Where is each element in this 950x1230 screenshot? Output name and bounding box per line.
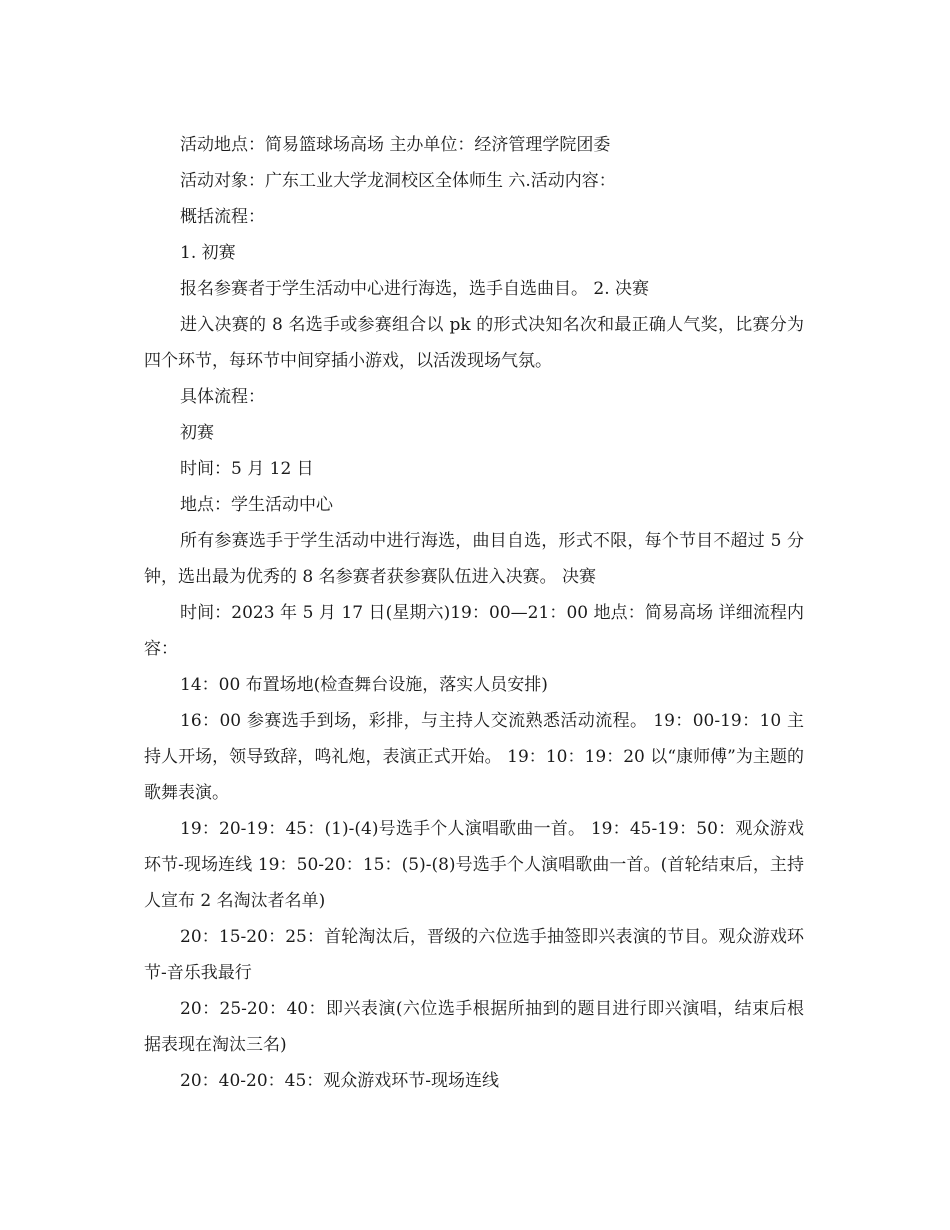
paragraph-preliminary-heading: 初赛	[180, 423, 214, 443]
paragraph-schedule-2015: 20：15-20：25：首轮淘汰后，晋级的六位选手抽签即兴表演的节目。观众游戏环节-音乐我最行	[144, 927, 804, 983]
document-body	[144, 127, 804, 1099]
paragraph-preliminary-location: 地点：学生活动中心	[180, 495, 333, 515]
paragraph-schedule-1920: 19：20-19：45：(1)-(4)号选手个人演唱歌曲一首。 19：45-19：50：观众游戏环节-现场连线 19：50-20：15：(5)-(8)号选手个人演唱歌曲一首。(首轮结束后，主持人宣布 2 名淘汰者名单)	[144, 819, 804, 911]
paragraph-preliminary-time: 时间：5 月 12 日	[180, 459, 314, 479]
paragraph-schedule-2025: 20：25-20：40：即兴表演(六位选手根据所抽到的题目进行即兴演唱，结束后根据表现在淘汰三名)	[144, 999, 804, 1055]
paragraph-venue-organizer: 活动地点：简易篮球场高场 主办单位：经济管理学院团委	[180, 135, 611, 155]
paragraph-preliminary-item: 1. 初赛	[180, 243, 236, 263]
paragraph-schedule-1600: 16：00 参赛选手到场，彩排，与主持人交流熟悉活动流程。 19：00-19：10 主持人开场，领导致辞，鸣礼炮，表演正式开始。 19：10：19：20 以“康师傅”为主题的歌舞表演。	[144, 711, 804, 803]
paragraph-overview-heading: 概括流程：	[180, 207, 265, 227]
paragraph-audience: 活动对象：广东工业大学龙洞校区全体师生 六.活动内容：	[180, 171, 616, 191]
paragraph-schedule-1400: 14：00 布置场地(检查舞台设施，落实人员安排)	[180, 675, 548, 695]
paragraph-detail-heading: 具体流程：	[180, 387, 265, 407]
paragraph-schedule-2040: 20：40-20：45：观众游戏环节-现场连线	[180, 1071, 500, 1091]
paragraph-final-time-location: 时间：2023 年 5 月 17 日(星期六)19：00—21：00 地点：简易高场 详细流程内容：	[144, 603, 804, 659]
paragraph-final-description: 进入决赛的 8 名选手或参赛组合以 pk 的形式决知名次和最正确人气奖，比赛分为四个环节，每环节中间穿插小游戏，以活泼现场气氛。	[144, 315, 804, 371]
paragraph-preliminary-description: 所有参赛选手于学生活动中进行海选，曲目自选，形式不限，每个节目不超过 5 分钟，选出最为优秀的 8 名参赛者获参赛队伍进入决赛。 决赛	[144, 531, 804, 587]
paragraph-audition-final: 报名参赛者于学生活动中心进行海选，选手自选曲目。 2. 决赛	[180, 279, 650, 299]
